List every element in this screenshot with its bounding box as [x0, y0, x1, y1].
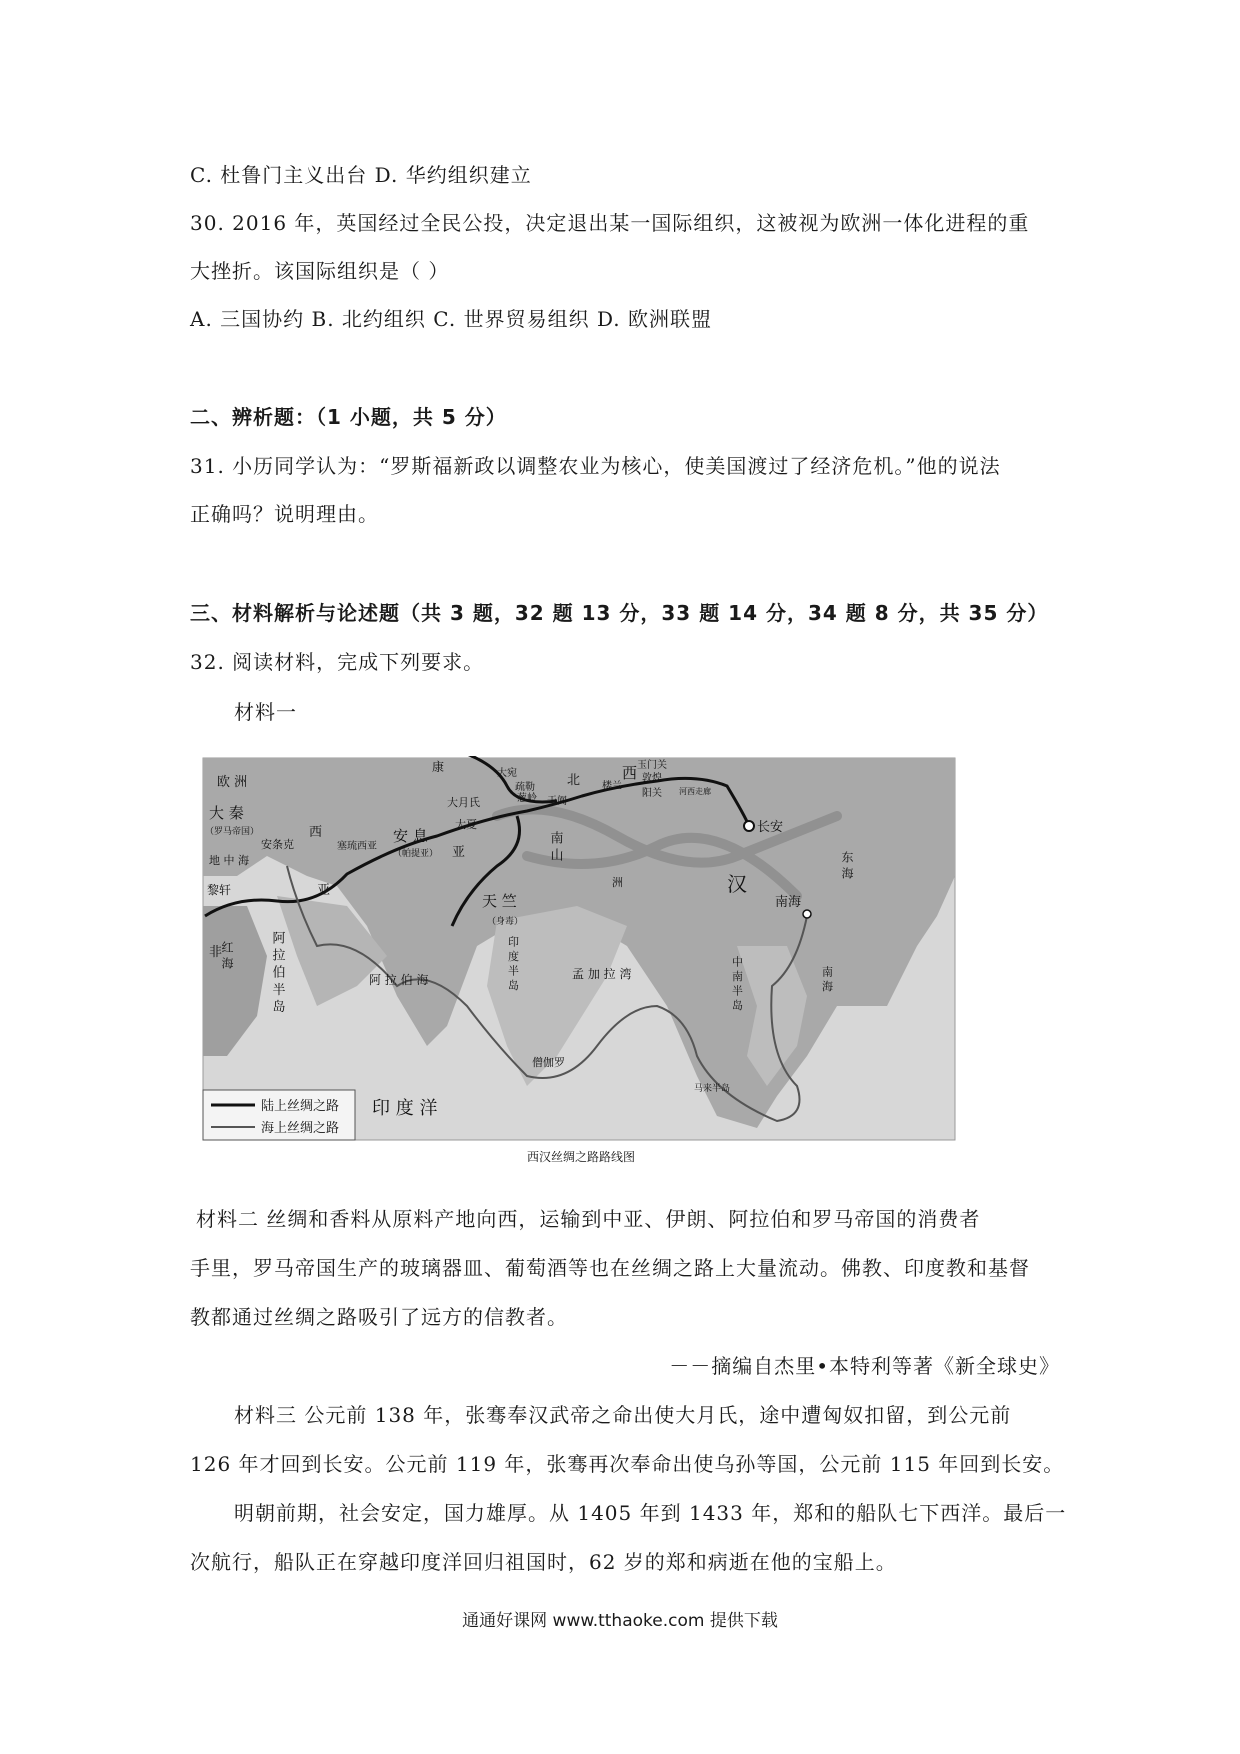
- label-south-sea: 南 海: [820, 966, 834, 992]
- label-east-sea: 东 海: [840, 851, 854, 879]
- q30-options: A. 三国协约 B. 北约组织 C. 世界贸易组织 D. 欧洲联盟: [190, 307, 712, 331]
- label-lixuan: 黎轩: [207, 883, 232, 897]
- label-mediterranean: 地 中 海: [209, 854, 249, 867]
- label-red-sea: 红 海: [220, 941, 234, 969]
- label-zhou: 洲: [612, 876, 623, 889]
- label-nanshan: 南 山: [547, 831, 563, 862]
- label-daqin: 大 秦: [209, 804, 244, 822]
- label-antioch: 安条克: [261, 838, 294, 851]
- label-shendu: （身毒）: [487, 917, 524, 927]
- label-loulan: 楼兰: [602, 781, 622, 792]
- label-indochina: 中 南 半 岛: [730, 956, 744, 1011]
- label-xi: 西: [622, 764, 638, 782]
- label-malay: 马来半岛: [694, 1084, 731, 1094]
- label-anxi-sub: （帕提亚）: [393, 849, 439, 859]
- q32-intro: 32. 阅读材料，完成下列要求。: [190, 650, 485, 674]
- legend-sea-label: 海上丝绸之路: [261, 1121, 340, 1136]
- label-bengal: 孟 加 拉 湾: [572, 967, 632, 981]
- label-indian-ocean: 印 度 洋: [372, 1098, 438, 1119]
- label-ceylon: 僧伽罗: [532, 1056, 565, 1069]
- label-kangju: 康: [432, 760, 445, 774]
- legend-land-label: 陆上丝绸之路: [261, 1099, 340, 1114]
- q30-text-line1: 30. 2016 年，英国经过全民公投，决定退出某一国际组织，这被视为欧洲一体化进程的重: [190, 211, 1030, 235]
- changan-marker: [744, 821, 754, 831]
- label-arabian-sea: 阿 拉 伯 海: [369, 973, 429, 987]
- label-hexi: 河西走廊: [679, 787, 711, 796]
- q31-text-line1: 31. 小历同学认为：“罗斯福新政以调整农业为核心，使美国渡过了经济危机。”他的说法: [190, 454, 1001, 478]
- label-han: 汉: [727, 872, 747, 896]
- label-dawan: 大宛: [497, 768, 517, 779]
- q30-text-line2: 大挫折。该国际组织是（ ）: [190, 259, 450, 283]
- section3-heading: 三、材料解析与论述题（共 3 题，32 题 13 分，33 题 14 分，34 题 8 分，共 35 分）: [190, 601, 1049, 625]
- section2-heading: 二、辨析题：（1 小题，共 5 分）: [190, 405, 507, 429]
- map-legend: [203, 1090, 355, 1140]
- material2-source: －－摘编自杰里•本特利等著《新全球史》: [669, 1354, 1060, 1378]
- label-dayuezhi: 大月氏: [447, 796, 480, 809]
- page-footer: 通通好课网 www.tthaoke.com 提供下载: [462, 1611, 778, 1631]
- material3-line2: 126 年才回到长安。公元前 119 年，张骞再次奉命出使乌孙等国，公元前 115 年回到长安。: [190, 1452, 1065, 1476]
- label-africa: 非: [209, 945, 223, 960]
- q31-text-line2: 正确吗？说明理由。: [190, 502, 379, 526]
- label-india-peninsula: 印 度 半 岛: [506, 936, 520, 991]
- label-shule: 疏勒: [515, 782, 535, 793]
- material3-line1: 材料三 公元前 138 年，张骞奉汉武帝之命出使大月氏，途中遭匈奴扣留，到公元前: [234, 1403, 1012, 1427]
- label-seleucia: 塞琉西亚: [337, 841, 377, 852]
- label-west-asia-1: 西: [309, 825, 323, 840]
- label-daxia: 大夏: [455, 818, 477, 831]
- label-rome: （罗马帝国）: [205, 827, 260, 837]
- label-anxi: 安 息: [393, 827, 428, 845]
- label-europe: 欧 洲: [217, 775, 248, 790]
- q29-options: C. 杜鲁门主义出台 D. 华约组织建立: [190, 163, 532, 187]
- label-arabia: 阿 拉 伯 半 岛: [269, 931, 285, 1013]
- material2-line1: 材料二 丝绸和香料从原料产地向西，运输到中亚、伊朗、阿拉伯和罗马帝国的消费者: [196, 1207, 981, 1231]
- label-central-asia: 亚: [452, 845, 466, 860]
- label-bei: 北: [567, 773, 581, 788]
- material2-line2: 手里，罗马帝国生产的玻璃器皿、葡萄酒等也在丝绸之路上大量流动。佛教、印度教和基督: [190, 1256, 1030, 1280]
- label-yutian: 于阗: [547, 796, 567, 807]
- material2-line3: 教都通过丝绸之路吸引了远方的信教者。: [190, 1305, 568, 1329]
- label-west-asia-2: 亚: [317, 883, 331, 898]
- silk-road-map: [197, 756, 965, 1168]
- label-yumenguan: 玉门关: [637, 760, 667, 771]
- label-changan: 长安: [757, 820, 784, 835]
- label-congling: 葱岭: [517, 793, 537, 804]
- label-dunhuang: 敦煌: [642, 773, 662, 784]
- material1-label: 材料一: [234, 700, 297, 724]
- material3-line4: 次航行，船队正在穿越印度洋回归祖国时，62 岁的郑和病逝在他的宝船上。: [190, 1550, 897, 1574]
- label-tianzhu: 天 竺: [482, 892, 517, 910]
- label-nanhai: 南海: [775, 895, 802, 910]
- material3-line3: 明朝前期，社会安定，国力雄厚。从 1405 年到 1433 年，郑和的船队七下西洋。最后一: [234, 1501, 1067, 1525]
- map-caption: 西汉丝绸之路路线图: [526, 1150, 636, 1164]
- nanhai-marker: [803, 910, 811, 918]
- label-yangguan: 阳关: [642, 788, 662, 799]
